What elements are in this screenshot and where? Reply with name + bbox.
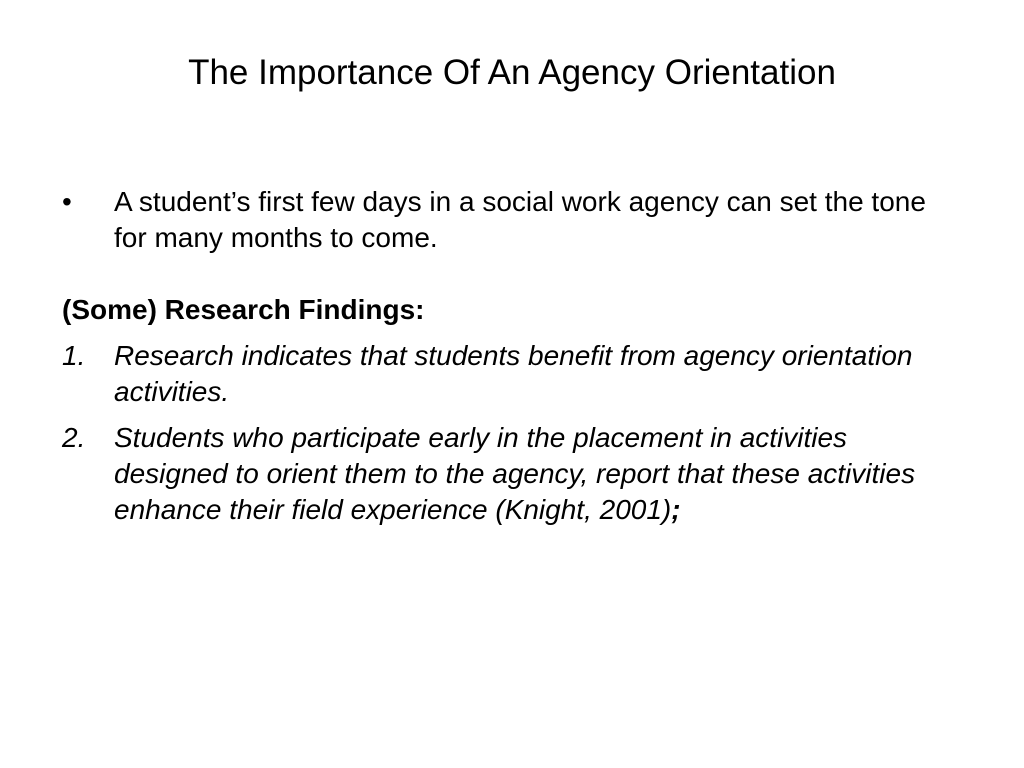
finding-text: Students who participate early in the placement in activities designed to orient them to the agency, report that these activities enhance their field experience (Knight, 2001) (114, 422, 916, 525)
finding-text: Research indicates that students benefit from agency orientation activities. (114, 340, 913, 407)
finding-trailing-punctuation: ; (671, 494, 681, 525)
finding-number: 1. (62, 340, 86, 371)
finding-item-2 (62, 420, 962, 528)
bullet-item (62, 184, 962, 256)
finding-number: 2. (62, 422, 86, 453)
bullet-marker: • (62, 186, 72, 217)
slide-title: The Importance Of An Agency Orientation (188, 53, 836, 92)
bullet-text: A student’s first few days in a social work agency can set the tone for many months to come. (114, 186, 926, 253)
findings-heading: (Some) Research Findings: (62, 294, 425, 325)
slide-body (62, 184, 962, 538)
finding-item-1 (62, 338, 962, 410)
